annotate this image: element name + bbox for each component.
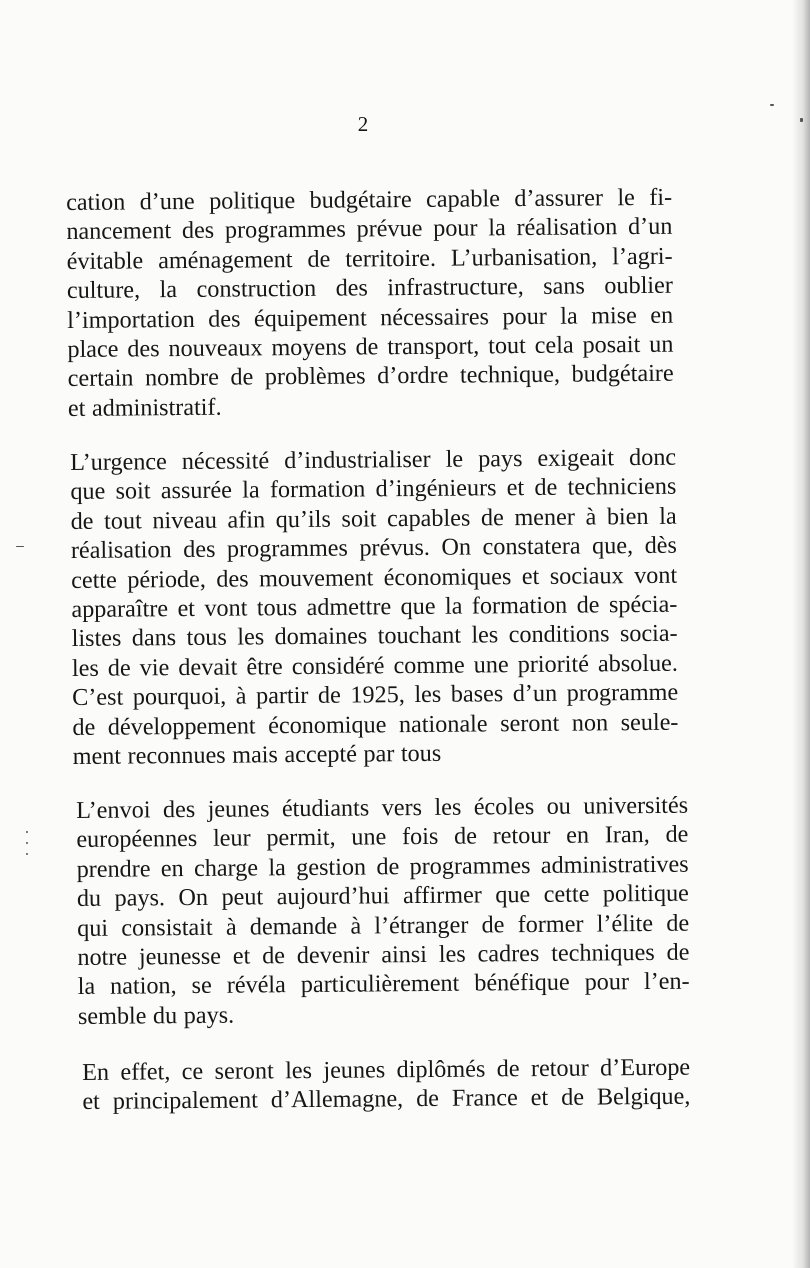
text-line: C’est pourquoi, à partir de 1925, les bases d’un programme <box>72 678 679 712</box>
text-line: semble du pays. <box>77 1001 235 1030</box>
text-line: En effet, ce seront les jeunes diplômés de retour d’Europe <box>82 1053 691 1086</box>
text-line: L’envoi des jeunes étudiants vers les écoles ou universités <box>76 791 689 824</box>
text-line: nancement des programmes prévue pour la réalisation d’un <box>66 213 673 246</box>
text-line: L’urgence nécessité d’industrialiser le pays exigeait donc <box>70 443 677 476</box>
text-line: qui consistait à demande à l’étranger de former l’élite de <box>77 909 690 942</box>
text-line: notre jeunesse et de devenir ainsi les cadres techniques de <box>77 938 690 972</box>
text-line: de tout niveau afin qu’ils soit capables de mener à bien la <box>70 502 677 535</box>
text-line: culture, la construction des infrastructure, sans oublier <box>66 271 673 305</box>
text-line: du pays. On peut aujourd’hui affirmer que cette politique <box>76 879 689 913</box>
text-line: cette période, des mouvement économiques et sociaux vont <box>71 561 678 594</box>
scan-speck <box>16 546 24 547</box>
scan-speck <box>800 118 803 122</box>
scan-speck <box>26 853 28 855</box>
text-line: de développement économique nationale seront non seule- <box>72 708 679 741</box>
text-line: apparaître et vont tous admettre que la formation de spécia- <box>71 590 678 624</box>
scan-speck <box>26 842 28 844</box>
page-edge-shadow <box>792 0 810 1268</box>
paragraph-1 <box>66 183 674 424</box>
text-line: et principalement d’Allemagne, de France et de Belgique, <box>82 1083 691 1116</box>
text-line: certain nombre de problèmes d’ordre technique, budgétaire <box>67 360 674 393</box>
text-line: l’importation des équipement nécessaires pour la mise en <box>67 301 674 334</box>
text-line: prendre en charge la gestion de programmes administratives <box>76 850 689 883</box>
text-line: réalisation des programmes prévus. On constatera que, dès <box>70 531 677 565</box>
scan-speck <box>770 104 774 106</box>
text-line: ment reconnues mais accepté par tous <box>72 739 442 771</box>
page-number: 2 <box>357 112 369 136</box>
paragraph-4 <box>82 1053 690 1117</box>
text-line: que soit assurée la formation d’ingénieurs et de techniciens <box>70 473 677 506</box>
text-line: cation d’une politique budgétaire capable d’assurer le fi- <box>66 183 673 216</box>
text-line: listes dans tous les domaines touchant les conditions socia- <box>71 620 678 653</box>
text-line: européennes leur permit, une fois de retour en Iran, de <box>76 821 689 854</box>
paragraph-3 <box>76 791 690 1032</box>
scan-speck <box>26 831 28 833</box>
text-line: les de vie devait être considéré comme une priorité absolue. <box>71 649 679 682</box>
text-line: la nation, se révéla particulièrement bénéfique pour l’en- <box>77 968 690 1001</box>
text-line: place des nouveaux moyens de transport, tout cela posait un <box>67 330 674 364</box>
text-line: et administratif. <box>67 393 222 422</box>
paragraph-2 <box>70 443 679 772</box>
text-line: évitable aménagement de territoire. L’urbanisation, l’agri- <box>66 242 673 275</box>
